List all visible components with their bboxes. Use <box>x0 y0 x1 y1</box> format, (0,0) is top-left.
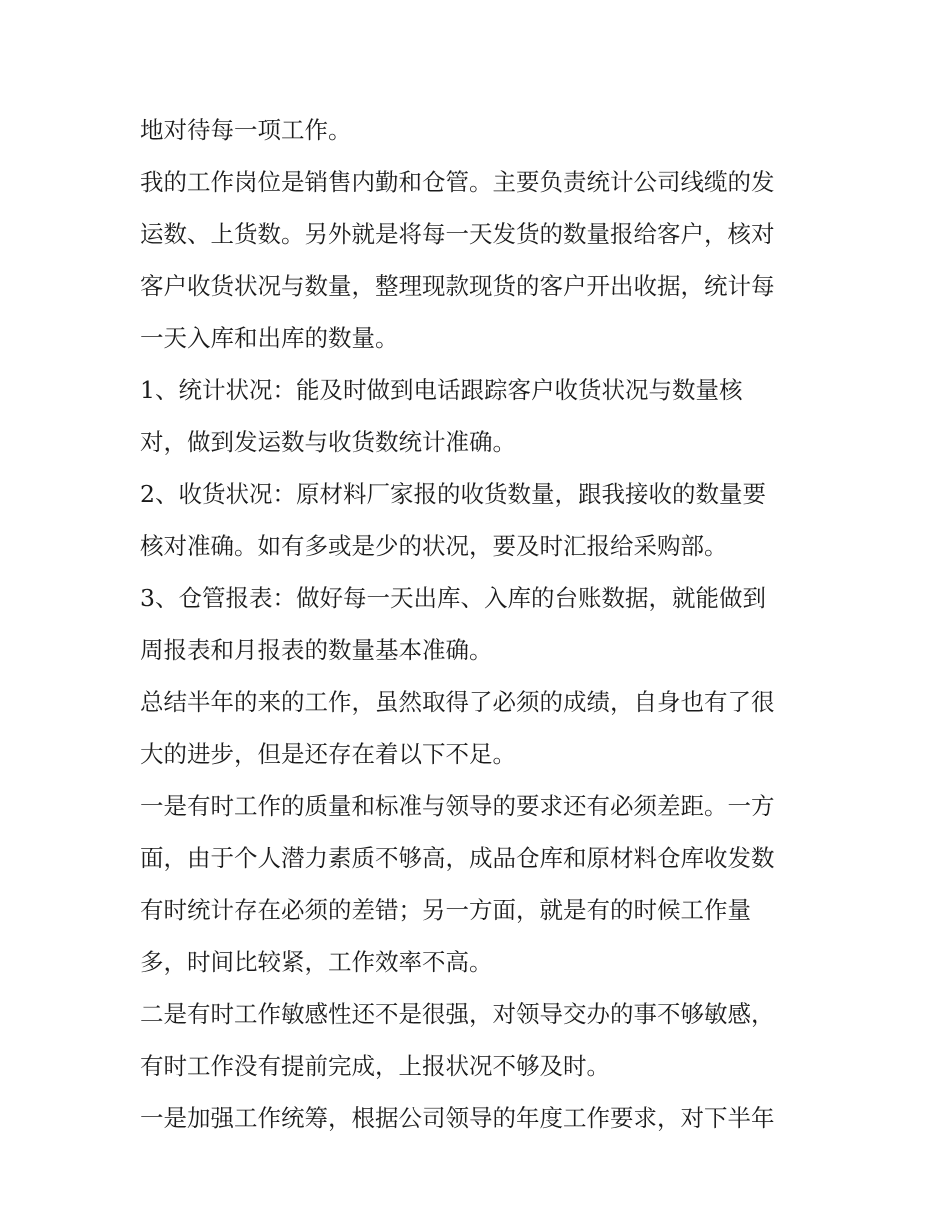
paragraph-7 <box>140 780 820 988</box>
paragraph-6 <box>140 676 820 780</box>
text-line: 面，由于个人潜力素质不够高，成品仓库和原材料仓库收发数 <box>140 844 775 872</box>
text-line: 有时统计存在必须的差错；另一方面，就是有的时候工作量 <box>140 896 751 924</box>
text-line: 有时工作没有提前完成，上报状况不够及时。 <box>140 1052 610 1080</box>
text-line: 二是有时工作敏感性还不是很强，对领导交办的事不够敏感， <box>140 1000 775 1028</box>
paragraph-2 <box>140 156 820 364</box>
paragraph-4 <box>140 468 820 572</box>
text-line: 多，时间比较紧，工作效率不高。 <box>140 948 493 976</box>
text-line: 核对准确。如有多或是少的状况，要及时汇报给采购部。 <box>140 532 728 560</box>
document-body <box>140 104 820 1144</box>
text-line: 大的进步，但是还存在着以下不足。 <box>140 740 516 768</box>
text-line: 地对待每一项工作。 <box>140 116 352 144</box>
text-line: 一是有时工作的质量和标准与领导的要求还有必须差距。一方 <box>140 792 775 820</box>
text-line: 一是加强工作统筹，根据公司领导的年度工作要求，对下半年 <box>140 1104 775 1132</box>
text-line: 周报表和月报表的数量基本准确。 <box>140 636 493 664</box>
text-line: 3、仓管报表：做好每一天出库、入库的台账数据，就能做到 <box>140 584 766 612</box>
text-line: 运数、上货数。另外就是将每一天发货的数量报给客户，核对 <box>140 220 775 248</box>
text-line: 对，做到发运数与收货数统计准确。 <box>140 428 516 456</box>
text-line: 总结半年的来的工作，虽然取得了必须的成绩，自身也有了很 <box>140 688 775 716</box>
text-line: 一天入库和出库的数量。 <box>140 324 399 352</box>
paragraph-9 <box>140 1092 820 1144</box>
paragraph-8 <box>140 988 820 1092</box>
text-line: 2、收货状况：原材料厂家报的收货数量，跟我接收的数量要 <box>140 480 766 508</box>
text-line: 我的工作岗位是销售内勤和仓管。主要负责统计公司线缆的发 <box>140 168 775 196</box>
paragraph-1 <box>140 104 820 156</box>
paragraph-5 <box>140 572 820 676</box>
text-line: 客户收货状况与数量，整理现款现货的客户开出收据，统计每 <box>140 272 775 300</box>
text-line: 1、统计状况：能及时做到电话跟踪客户收货状况与数量核 <box>140 376 743 404</box>
paragraph-3 <box>140 364 820 468</box>
